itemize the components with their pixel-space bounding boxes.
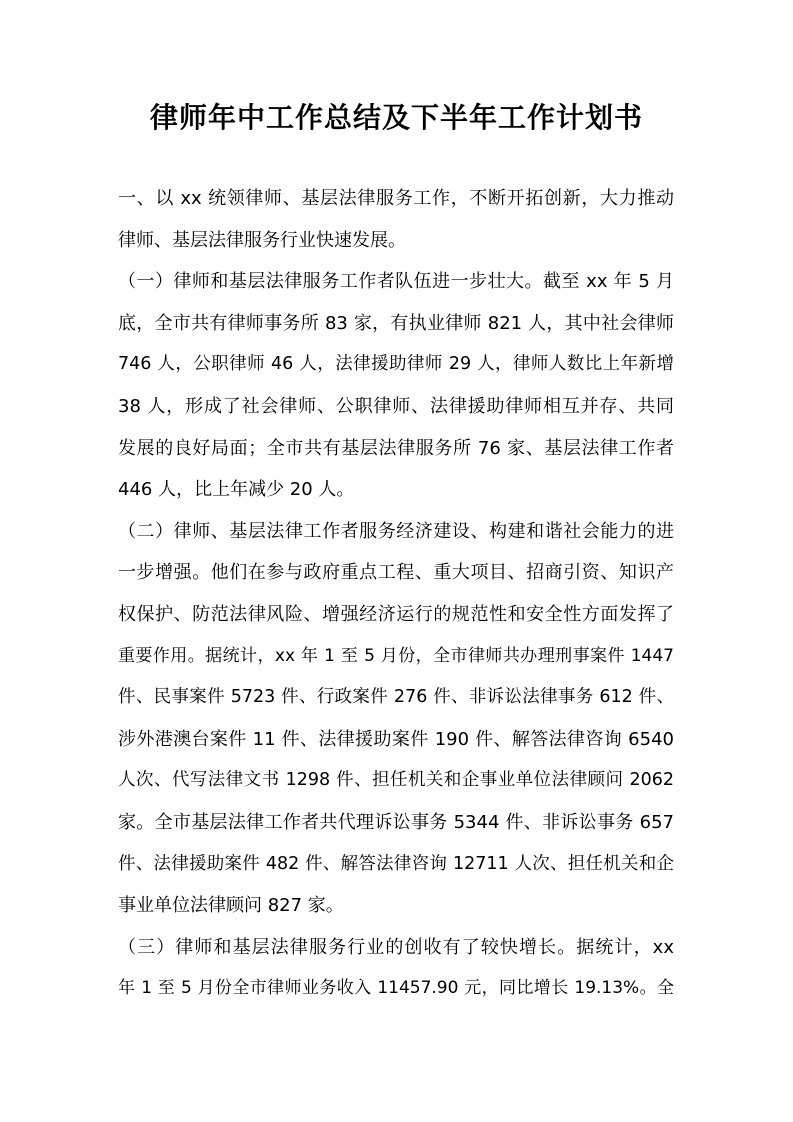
text-line: （三）律师和基层法律服务行业的创收有了较快增长。据统计，xx [118,936,674,958]
text-line: （一）律师和基层法律服务工作者队伍进一步壮大。截至 xx 年 5 月 [118,271,674,293]
text-line: 事业单位法律顾问 827 家。 [118,895,344,917]
text-line: 件、法律援助案件 482 件、解答法律咨询 12711 人次、担任机关和企 [118,853,674,874]
text-line: 发展的良好局面；全市共有基层法律服务所 76 家、基层法律工作者 [118,437,674,459]
text-line: 446 人，比上年减少 20 人。 [118,479,355,501]
text-line: 一步增强。他们在参与政府重点工程、重大项目、招商引资、知识产 [118,562,674,584]
text-line: 底，全市共有律师事务所 83 家，有执业律师 821 人，其中社会律师 [118,312,674,334]
text-line: 重要作用。据统计，xx 年 1 至 5 月份，全市律师共办理刑事案件 1447 [118,645,674,666]
document-title: 律师年中工作总结及下半年工作计划书 [149,101,643,134]
text-line: 人次、代写法律文书 1298 件、担任机关和企事业单位法律顾问 2062 [118,770,674,791]
document-body [118,178,674,1010]
text-line: 38 人，形成了社会律师、公职律师、法律援助律师相互并存、共同 [118,395,674,417]
text-line: （二）律师、基层法律工作者服务经济建设、构建和谐社会能力的进 [118,520,674,542]
text-line: 一、以 xx 统领律师、基层法律服务工作，不断开拓创新，大力推动 [118,188,674,209]
text-line: 件、民事案件 5723 件、行政案件 276 件、非诉讼法律事务 612 件、 [118,687,674,708]
text-line: 权保护、防范法律风险、增强经济运行的规范性和安全性方面发挥了 [118,603,674,625]
text-line: 涉外港澳台案件 11 件、法律援助案件 190 件、解答法律咨询 6540 [118,728,674,750]
text-line: 746 人，公职律师 46 人，法律援助律师 29 人，律师人数比上年新增 [118,354,674,375]
text-line: 律师、基层法律服务行业快速发展。 [118,229,406,251]
text-line: 家。全市基层法律工作者共代理诉讼事务 5344 件、非诉讼事务 657 [118,811,674,833]
text-line: 年 1 至 5 月份全市律师业务收入 11457.90 元，同比增长 19.13%。全 [118,978,674,999]
